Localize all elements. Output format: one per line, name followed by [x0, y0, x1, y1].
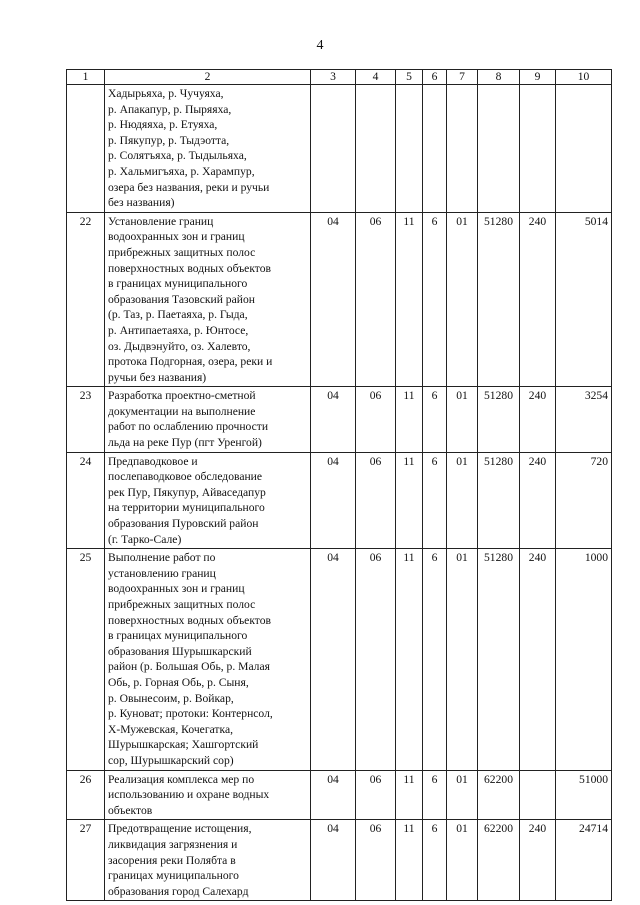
name-line: р. Куноват; протоки: Контернсол,	[108, 707, 273, 721]
name-line: р. Нюдяяха, р. Етуяха,	[108, 118, 218, 132]
header-cell: 6	[423, 70, 447, 85]
empty-cell	[311, 85, 356, 213]
code-cell-6: 6	[423, 820, 447, 901]
code-cell-4: 06	[356, 820, 396, 901]
name-line: водоохранных зон и границ	[108, 582, 245, 596]
code-cell-5: 11	[396, 820, 423, 901]
code-cell-9: 240	[520, 549, 556, 770]
code-cell-5: 11	[396, 549, 423, 770]
row-number: 22	[67, 212, 105, 387]
code-cell-5: 11	[396, 387, 423, 452]
header-cell: 2	[105, 70, 311, 85]
name-line: Х-Мужевская, Кочегатка,	[108, 722, 233, 736]
name-line: ручьи без названия)	[108, 370, 207, 384]
empty-cell	[396, 85, 423, 213]
table-row	[67, 452, 612, 549]
code-cell-6: 6	[423, 387, 447, 452]
page-number: 4	[316, 38, 324, 53]
name-line: образования Тазовский район	[108, 292, 255, 306]
code-cell-3: 04	[311, 770, 356, 820]
name-line: Хадырьяха, р. Чучуяха,	[108, 87, 224, 100]
name-line: Реализация комплекса мер по	[108, 772, 255, 786]
amount-cell: 24714	[556, 820, 612, 901]
row-name	[105, 549, 311, 770]
name-line: р. Хальмигъяха, р. Харампур,	[108, 164, 255, 178]
code-cell-5: 11	[396, 212, 423, 387]
name-line: р. Пякупур, р. Тыдэотта,	[108, 133, 230, 147]
code-cell-6: 6	[423, 452, 447, 549]
code-cell-5: 11	[396, 770, 423, 820]
name-line: Разработка проектно-сметной	[108, 389, 256, 403]
code-cell-7: 01	[447, 549, 478, 770]
name-line: (г. Тарко-Сале)	[108, 532, 182, 546]
continuation-row	[67, 85, 612, 213]
name-line: Установление границ	[108, 214, 214, 228]
name-line: в границах муниципального	[108, 629, 248, 643]
name-line: сор, Шурышкарский сор)	[108, 753, 234, 767]
amount-cell: 3254	[556, 387, 612, 452]
code-cell-3: 04	[311, 452, 356, 549]
code-cell-8: 51280	[478, 452, 520, 549]
code-cell-9	[520, 770, 556, 820]
empty-cell	[556, 85, 612, 213]
code-cell-4: 06	[356, 212, 396, 387]
code-cell-8: 62200	[478, 820, 520, 901]
amount-cell: 1000	[556, 549, 612, 770]
code-cell-5: 11	[396, 452, 423, 549]
code-cell-4: 06	[356, 387, 396, 452]
code-cell-7: 01	[447, 770, 478, 820]
row-number: 23	[67, 387, 105, 452]
table-row	[67, 820, 612, 901]
row-name	[105, 820, 311, 901]
name-line: образования Пуровский район	[108, 517, 259, 531]
table-row	[67, 770, 612, 820]
code-cell-4: 06	[356, 770, 396, 820]
name-line: водоохранных зон и границ	[108, 230, 245, 244]
code-cell-8: 51280	[478, 387, 520, 452]
budget-table	[66, 69, 612, 901]
header-cell: 7	[447, 70, 478, 85]
code-cell-6: 6	[423, 549, 447, 770]
name-line: оз. Дыдвэнуйто, оз. Халевто,	[108, 339, 251, 353]
name-line: рек Пур, Пякупур, Айваседапур	[108, 485, 266, 499]
code-cell-3: 04	[311, 387, 356, 452]
name-line: поверхностных водных объектов	[108, 613, 271, 627]
header-cell: 3	[311, 70, 356, 85]
code-cell-8: 51280	[478, 549, 520, 770]
header-cell: 8	[478, 70, 520, 85]
row-number: 25	[67, 549, 105, 770]
header-cell: 1	[67, 70, 105, 85]
name-line: прибрежных защитных полос	[108, 598, 256, 611]
header-cell: 10	[556, 70, 612, 85]
name-line: ликвидация загрязнения и	[108, 837, 238, 851]
empty-cell	[520, 85, 556, 213]
code-cell-7: 01	[447, 452, 478, 549]
code-cell-3: 04	[311, 212, 356, 387]
row-name	[105, 212, 311, 387]
row-name	[105, 770, 311, 820]
name-line: послепаводковое обследование	[108, 470, 263, 484]
code-cell-4: 06	[356, 549, 396, 770]
header-cell: 9	[520, 70, 556, 85]
name-line: объектов	[108, 803, 153, 817]
code-cell-7: 01	[447, 820, 478, 901]
header-row	[67, 70, 612, 85]
row-number: 24	[67, 452, 105, 549]
name-line: Шурышкарская; Хашгортский	[108, 738, 259, 752]
row-number: 27	[67, 820, 105, 901]
row-number	[67, 85, 105, 213]
header-cell: 5	[396, 70, 423, 85]
name-line: Предпаводковое и	[108, 454, 198, 468]
code-cell-6: 6	[423, 770, 447, 820]
row-name	[105, 452, 311, 549]
empty-cell	[423, 85, 447, 213]
name-line: озера без названия, реки и ручьи	[108, 180, 270, 194]
name-line: (р. Таз, р. Паетаяха, р. Гыда,	[108, 308, 248, 322]
name-line: прибрежных защитных полос	[108, 245, 256, 259]
name-line: границах муниципального	[108, 869, 239, 883]
name-line: район (р. Большая Обь, р. Малая	[108, 660, 270, 674]
table-row	[67, 212, 612, 387]
code-cell-4: 06	[356, 452, 396, 549]
name-line: в границах муниципального	[108, 277, 248, 291]
amount-cell: 720	[556, 452, 612, 549]
name-line: на территории муниципального	[108, 501, 265, 515]
name-line: без названия)	[108, 196, 175, 210]
empty-cell	[478, 85, 520, 213]
table-row	[67, 549, 612, 770]
name-line: использованию и охране водных	[108, 788, 270, 802]
table-row	[67, 387, 612, 452]
name-line: р. Апакапур, р. Пыряяха,	[108, 102, 232, 116]
row-name	[105, 85, 311, 213]
name-line: образования Шурышкарский	[108, 644, 252, 658]
code-cell-8: 62200	[478, 770, 520, 820]
code-cell-7: 01	[447, 212, 478, 387]
amount-cell: 51000	[556, 770, 612, 820]
code-cell-9: 240	[520, 452, 556, 549]
name-line: р. Овынесоим, р. Войкар,	[108, 691, 234, 705]
code-cell-3: 04	[311, 820, 356, 901]
row-number: 26	[67, 770, 105, 820]
code-cell-9: 240	[520, 820, 556, 901]
code-cell-8: 51280	[478, 212, 520, 387]
amount-cell: 5014	[556, 212, 612, 387]
name-line: Выполнение работ по	[108, 551, 216, 565]
name-line: р. Антипаетаяха, р. Юнтосе,	[108, 323, 249, 337]
name-line: р. Солятъяха, р. Тыдыльяха,	[108, 149, 247, 163]
code-cell-6: 6	[423, 212, 447, 387]
empty-cell	[447, 85, 478, 213]
name-line: Обь, р. Горная Обь, р. Сыня,	[108, 675, 249, 689]
name-line: протока Подгорная, озера, реки и	[108, 355, 273, 369]
row-name	[105, 387, 311, 452]
name-line: работ по ослаблению прочности	[108, 420, 269, 434]
code-cell-3: 04	[311, 549, 356, 770]
code-cell-9: 240	[520, 387, 556, 452]
code-cell-9: 240	[520, 212, 556, 387]
name-line: поверхностных водных объектов	[108, 261, 271, 275]
empty-cell	[356, 85, 396, 213]
header-cell: 4	[356, 70, 396, 85]
name-line: засорения реки Полябта в	[108, 853, 236, 867]
code-cell-7: 01	[447, 387, 478, 452]
name-line: Предотвращение истощения,	[108, 822, 252, 836]
name-line: установлению границ	[108, 566, 216, 580]
name-line: льда на реке Пур (пгт Уренгой)	[108, 436, 262, 450]
name-line: образования город Салехард	[108, 884, 249, 898]
name-line: документации на выполнение	[108, 404, 256, 418]
